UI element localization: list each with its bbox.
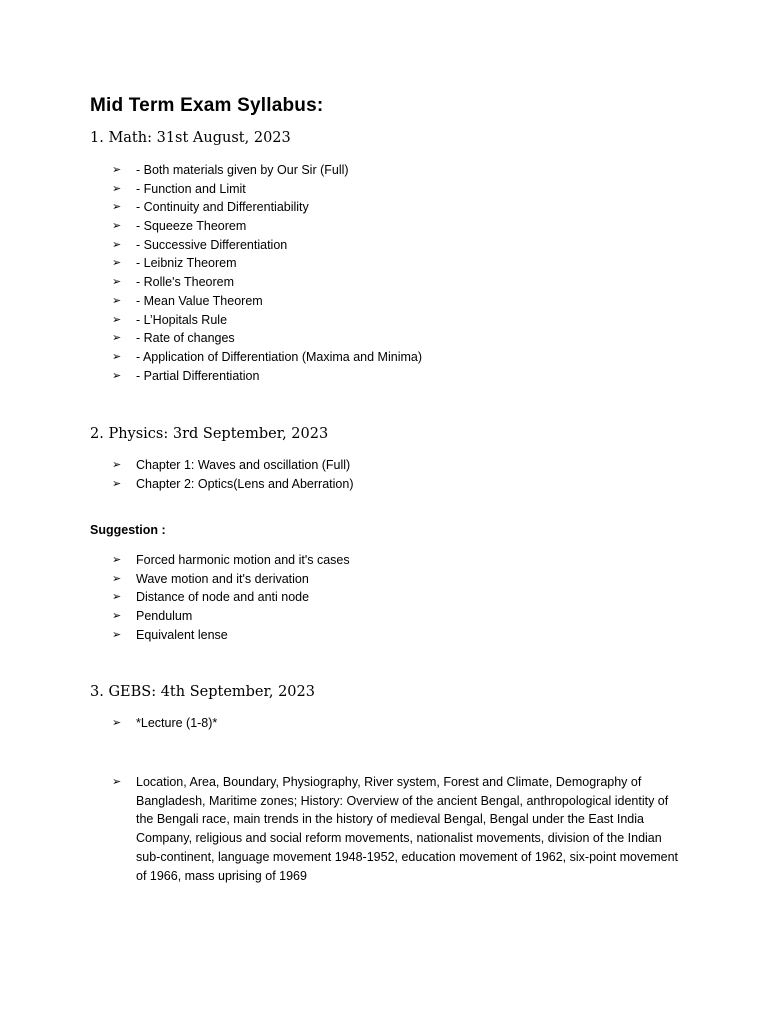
arrow-bullet-icon: ➢ [112, 164, 122, 176]
list-item: ➢ Distance of node and anti node [112, 588, 350, 607]
list-item: ➢ - Partial Differentiation [112, 367, 422, 386]
list-item: ➢ - Rate of changes [112, 329, 422, 348]
arrow-bullet-icon: ➢ [112, 350, 122, 363]
arrow-bullet-icon: ➢ [112, 182, 122, 195]
arrow-bullet-icon: ➢ [112, 257, 122, 270]
arrow-bullet-icon: ➢ [112, 776, 122, 788]
arrow-bullet-icon: ➢ [112, 220, 122, 233]
list-item: ➢ - Successive Differentiation [112, 236, 422, 255]
list-item: ➢ Wave motion and it's derivation [112, 570, 350, 589]
arrow-bullet-icon: ➢ [112, 554, 122, 566]
list-item: ➢ Equivalent lense [112, 626, 350, 645]
physics-chapter-list [112, 456, 353, 493]
arrow-bullet-icon: ➢ [112, 294, 122, 307]
arrow-bullet-icon: ➢ [112, 717, 122, 729]
arrow-bullet-icon: ➢ [112, 332, 122, 345]
arrow-bullet-icon: ➢ [112, 369, 122, 382]
list-item: ➢ Forced harmonic motion and it's cases [112, 551, 350, 570]
list-item: ➢ - Mean Value Theorem [112, 292, 422, 311]
list-item: ➢ - Squeeze Theorem [112, 217, 422, 236]
suggestion-label: Suggestion : [90, 523, 166, 537]
page-title: Mid Term Exam Syllabus: [90, 95, 324, 116]
list-item: ➢ - Function and Limit [112, 180, 422, 199]
arrow-bullet-icon: ➢ [112, 477, 122, 490]
list-item: ➢ *Lecture (1-8)* [112, 714, 217, 733]
gebs-lecture-list [112, 714, 217, 733]
list-item: ➢ - Continuity and Differentiability [112, 198, 422, 217]
section-heading-math: 1. Math: 31st August, 2023 [90, 130, 291, 146]
gebs-details-list [112, 773, 684, 885]
list-item: ➢ - L’Hopitals Rule [112, 311, 422, 330]
suggestion-list [112, 551, 350, 644]
section-heading-gebs: 3. GEBS: 4th September, 2023 [90, 684, 315, 700]
list-item: ➢ - Application of Differentiation (Maxima and Minima) [112, 348, 422, 367]
arrow-bullet-icon: ➢ [112, 201, 122, 214]
arrow-bullet-icon: ➢ [112, 628, 122, 641]
list-item: ➢ Pendulum [112, 607, 350, 626]
section-heading-physics: 2. Physics: 3rd September, 2023 [90, 426, 329, 442]
list-item: ➢ - Rolle's Theorem [112, 273, 422, 292]
arrow-bullet-icon: ➢ [112, 572, 122, 585]
list-item: ➢ Location, Area, Boundary, Physiography, River system, Forest and Climate, Demography of Bangladesh, Maritime zones; History: Overview of the ancient Bengal, anthropological identity of the Bengali race, main trends in the history of medieval Bengal, Bengal under the East India Company, religious and social reform movements, nationalist movements, division of the Indian sub-continent, language movement 1948-1952, education movement of 1962, six-point movement of 1966, mass uprising of 1969 [112, 775, 678, 883]
arrow-bullet-icon: ➢ [112, 459, 122, 471]
arrow-bullet-icon: ➢ [112, 313, 122, 326]
list-item: ➢ - Both materials given by Our Sir (Full) [112, 161, 422, 180]
arrow-bullet-icon: ➢ [112, 610, 122, 623]
math-topic-list [112, 161, 422, 385]
arrow-bullet-icon: ➢ [112, 238, 122, 251]
list-item: ➢ - Leibniz Theorem [112, 254, 422, 273]
list-item: ➢ Chapter 2: Optics(Lens and Aberration) [112, 475, 353, 494]
list-item: ➢ Chapter 1: Waves and oscillation (Full) [112, 456, 353, 475]
arrow-bullet-icon: ➢ [112, 276, 122, 289]
arrow-bullet-icon: ➢ [112, 591, 122, 604]
